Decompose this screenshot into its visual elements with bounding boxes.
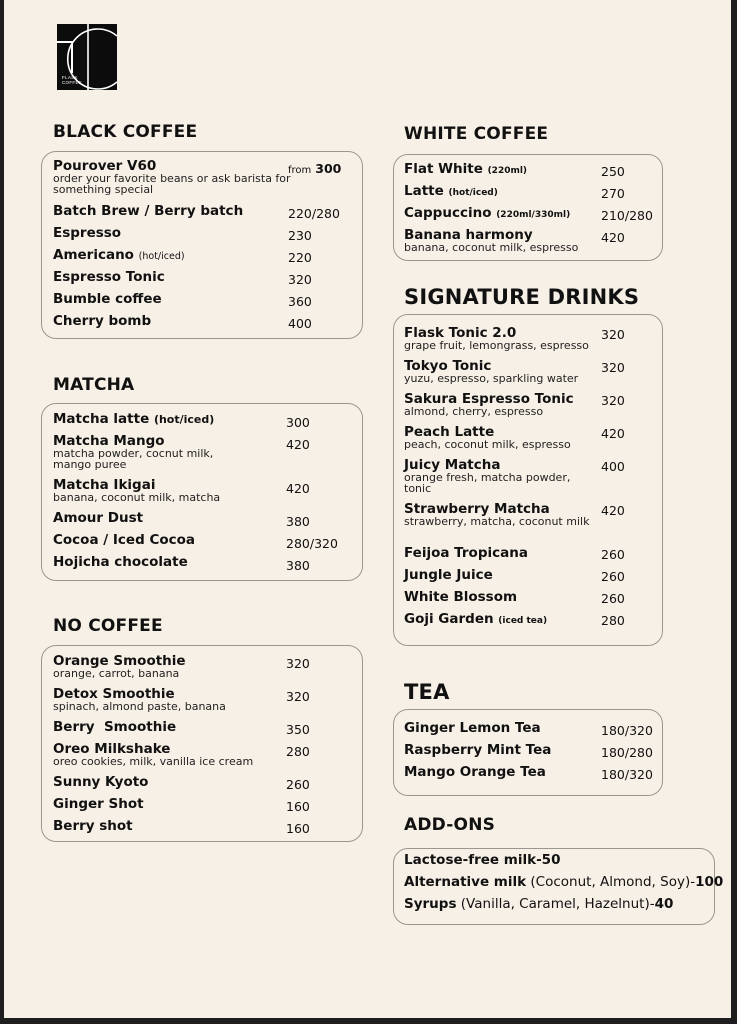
item-price: from 300 [288, 161, 342, 176]
menu-item: Espresso [53, 225, 122, 241]
menu-item: Americano (hot/iced) [53, 247, 185, 263]
item-price: 180/320 [601, 767, 653, 782]
item-price: 300 [286, 415, 310, 430]
add-ons-title: ADD-ONS [404, 815, 496, 835]
menu-item: Espresso Tonic [53, 269, 165, 285]
menu-item: Cherry bomb [53, 313, 152, 329]
menu-item: Jungle Juice [404, 567, 493, 583]
menu-item: Sunny Kyoto [53, 774, 149, 790]
white-coffee-title: WHITE COFFEE [404, 124, 549, 144]
item-price: 320 [601, 360, 625, 375]
addon-item: Lactose-free milk-50 [404, 852, 561, 868]
menu-item: Oreo Milkshake oreo cookies, milk, vanilla ice cream [53, 741, 254, 768]
item-price: 180/320 [601, 723, 653, 738]
menu-item: Goji Garden (iced tea) [404, 611, 548, 627]
menu-item: Ginger Lemon Tea [404, 720, 541, 736]
black-coffee-title: BLACK COFFEE [53, 122, 198, 142]
item-price: 420 [601, 230, 625, 245]
menu-item: White Blossom [404, 589, 518, 605]
item-price: 280 [286, 744, 310, 759]
menu-item: Strawberry Matcha strawberry, matcha, coconut milk [404, 501, 590, 528]
addon-item: Alternative milk (Coconut, Almond, Soy)-100 [404, 874, 724, 890]
item-price: 160 [286, 821, 310, 836]
item-price: 250 [601, 164, 625, 179]
menu-item: Feijoa Tropicana [404, 545, 528, 561]
menu-item: Bumble coffee [53, 291, 162, 307]
item-price: 320 [286, 689, 310, 704]
menu-item: Orange Smoothie orange, carrot, banana [53, 653, 186, 680]
item-price: 320 [601, 393, 625, 408]
item-price: 420 [601, 503, 625, 518]
menu-item: Mango Orange Tea [404, 764, 546, 780]
menu-item: Cocoa / Iced Cocoa [53, 532, 196, 548]
item-price: 210/280 [601, 208, 653, 223]
menu-item: Berry shot [53, 818, 133, 834]
menu-item: Berry Smoothie [53, 719, 177, 735]
menu-item: Ginger Shot [53, 796, 144, 812]
menu-item: Hojicha chocolate [53, 554, 188, 570]
menu-item: Cappuccino (220ml/330ml) [404, 205, 571, 221]
item-price: 380 [286, 558, 310, 573]
flask-coffee-logo [57, 24, 117, 90]
menu-item: Juicy Matcha orange fresh, matcha powder, tonic [404, 457, 571, 495]
menu-item: Sakura Espresso Tonic almond, cherry, espresso [404, 391, 574, 418]
item-price: 180/280 [601, 745, 653, 760]
item-price: 280 [601, 613, 625, 628]
item-price: 260 [286, 777, 310, 792]
menu-item: Latte (hot/iced) [404, 183, 498, 199]
menu-item: Banana harmony banana, coconut milk, espresso [404, 227, 579, 254]
item-price: 360 [288, 294, 312, 309]
item-price: 260 [601, 547, 625, 562]
item-price: 260 [601, 569, 625, 584]
item-price: 320 [601, 327, 625, 342]
menu-page [4, 0, 731, 1018]
signature-drinks-title: SIGNATURE DRINKS [404, 285, 640, 309]
item-price: 220/280 [288, 206, 340, 221]
matcha-title: MATCHA [53, 375, 135, 395]
addon-item: Syrups (Vanilla, Caramel, Hazelnut)-40 [404, 896, 674, 912]
no-coffee-title: NO COFFEE [53, 616, 163, 636]
menu-item: Batch Brew / Berry batch [53, 203, 244, 219]
item-price: 400 [601, 459, 625, 474]
item-price: 220 [288, 250, 312, 265]
item-price: 420 [286, 481, 310, 496]
menu-item: Matcha latte (hot/iced) [53, 411, 215, 427]
menu-item: Pourover V60 order your favorite beans or ask barista for something special [53, 158, 291, 196]
menu-item: Detox Smoothie spinach, almond paste, banana [53, 686, 226, 713]
item-price: 420 [286, 437, 310, 452]
item-price: 400 [288, 316, 312, 331]
menu-item: Flat White (220ml) [404, 161, 528, 177]
item-price: 320 [288, 272, 312, 287]
menu-item: Raspberry Mint Tea [404, 742, 552, 758]
item-price: 280/320 [286, 536, 338, 551]
tea-title: TEA [404, 680, 450, 704]
item-price: 260 [601, 591, 625, 606]
menu-item: Matcha Ikigai banana, coconut milk, matcha [53, 477, 221, 504]
item-price: 420 [601, 426, 625, 441]
item-price: 230 [288, 228, 312, 243]
menu-item: Tokyo Tonic yuzu, espresso, sparkling water [404, 358, 579, 385]
item-price: 380 [286, 514, 310, 529]
item-price: 270 [601, 186, 625, 201]
item-price: 160 [286, 799, 310, 814]
menu-item: Amour Dust [53, 510, 144, 526]
item-price: 350 [286, 722, 310, 737]
menu-item: Flask Tonic 2.0 grape fruit, lemongrass, espresso [404, 325, 589, 352]
menu-item: Matcha Mango matcha powder, cocnut milk, mango puree [53, 433, 214, 471]
logo-text: FLASK COFFEE [62, 75, 83, 85]
item-price: 320 [286, 656, 310, 671]
menu-item: Peach Latte peach, coconut milk, espresso [404, 424, 571, 451]
